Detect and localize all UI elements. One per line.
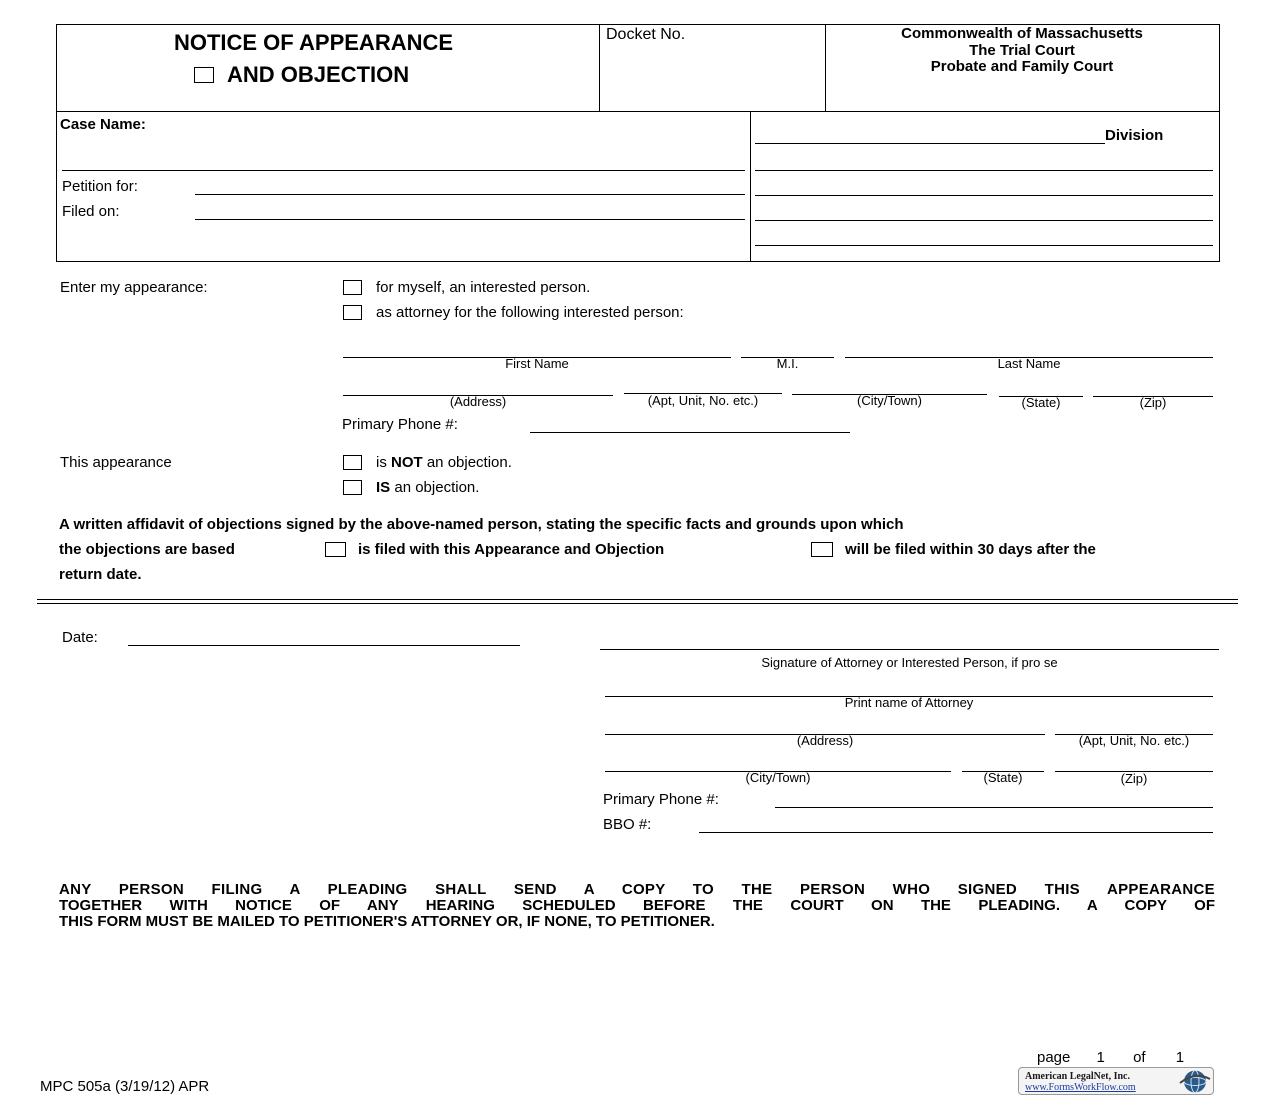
case-name-field[interactable] [62, 170, 745, 171]
division-line-4[interactable] [755, 220, 1213, 221]
notice-line-2: TOGETHER WITH NOTICE OF ANY HEARING SCHEDULED BEFORE THE COURT ON THE PLEADING. A COPY OF [59, 897, 1215, 914]
not-objection-post: an objection. [422, 454, 512, 471]
globe-icon [1177, 1069, 1211, 1094]
case-name-label: Case Name: [60, 116, 146, 133]
division-line-2[interactable] [755, 170, 1213, 171]
page-total: 1 [1175, 1049, 1185, 1066]
mi-caption: M.I. [776, 356, 799, 371]
not-objection-checkbox[interactable] [343, 455, 362, 470]
myself-label: for myself, an interested person. [376, 279, 591, 296]
is-objection-checkbox[interactable] [343, 480, 362, 495]
enter-appearance-label: Enter my appearance: [60, 279, 208, 296]
attorney-label: as attorney for the following interested person: [376, 304, 684, 321]
affidavit-line-2c: will be filed within 30 days after the [845, 541, 1096, 558]
legalnet-logo [1018, 1067, 1214, 1095]
sig-phone-label: Primary Phone #: [603, 791, 719, 808]
form-subtitle: AND OBJECTION [227, 62, 410, 87]
this-appearance-label: This appearance [60, 454, 172, 471]
section-divider [37, 599, 1238, 604]
signature-caption: Signature of Attorney or Interested Person, if pro se [761, 655, 1058, 670]
of-word: of [1133, 1049, 1146, 1066]
affidavit-line-3: return date. [59, 566, 142, 583]
is-objection-post: an objection. [390, 479, 480, 496]
print-name-caption: Print name of Attorney [844, 695, 974, 710]
bbo-field[interactable] [699, 832, 1213, 833]
phone-label: Primary Phone #: [342, 416, 458, 433]
form-id: MPC 505a (3/19/12) APR [40, 1078, 210, 1095]
sig-address-caption: (Address) [796, 733, 854, 748]
page-indicator [1037, 1049, 1184, 1066]
city-caption: (City/Town) [856, 393, 922, 408]
not-objection-label [376, 454, 512, 471]
court-line-3: Probate and Family Court [930, 58, 1114, 75]
affidavit-line-2a: the objections are based [59, 541, 235, 558]
page-word: page [1037, 1049, 1071, 1066]
date-field[interactable] [128, 645, 520, 646]
signature-field[interactable] [600, 649, 1219, 650]
date-label: Date: [62, 629, 98, 646]
state-caption: (State) [1021, 395, 1061, 410]
affidavit-filed-checkbox[interactable] [325, 542, 346, 557]
is-objection-bold: IS [376, 479, 391, 496]
notice-line-1: ANY PERSON FILING A PLEADING SHALL SEND A COPY TO THE PERSON WHO SIGNED THIS APPEARANCE [59, 881, 1215, 898]
division-line-3[interactable] [755, 195, 1213, 196]
last-name-caption: Last Name [997, 356, 1061, 371]
header-vdivider-1 [599, 24, 600, 112]
case-vdivider [750, 111, 751, 262]
notice-line-3: THIS FORM MUST BE MAILED TO PETITIONER'S ATTORNEY OR, IF NONE, TO PETITIONER. [59, 913, 715, 930]
header-divider [56, 111, 1220, 112]
sig-zip-caption: (Zip) [1120, 771, 1148, 786]
zip-caption: (Zip) [1139, 395, 1167, 410]
attorney-checkbox[interactable] [343, 305, 362, 320]
affidavit-line-1: A written affidavit of objections signed by the above-named person, stating the specific facts and grounds upon which [59, 516, 904, 533]
page-number: 1 [1096, 1049, 1105, 1066]
address-caption: (Address) [449, 394, 507, 409]
logo-url: www.FormsWorkFlow.com [1025, 1082, 1136, 1093]
objection-title-checkbox[interactable] [194, 67, 214, 83]
filed-on-label: Filed on: [62, 203, 120, 220]
court-line-2: The Trial Court [969, 42, 1075, 59]
petition-label: Petition for: [62, 178, 138, 195]
is-objection-label [376, 479, 479, 496]
affidavit-line-2b: is filed with this Appearance and Objection [358, 541, 665, 558]
docket-label: Docket No. [606, 26, 686, 43]
myself-checkbox[interactable] [343, 280, 362, 295]
first-name-caption: First Name [505, 356, 569, 371]
form-title: NOTICE OF APPEARANCE [173, 30, 454, 55]
phone-field[interactable] [530, 432, 850, 433]
not-objection-bold: NOT [391, 454, 423, 471]
court-line-1: Commonwealth of Massachusetts [901, 25, 1143, 42]
petition-field[interactable] [195, 194, 745, 195]
filed-on-field[interactable] [195, 219, 745, 220]
not-objection-pre: is [376, 454, 391, 471]
sig-phone-field[interactable] [775, 807, 1213, 808]
division-label: Division [1105, 127, 1164, 144]
sig-state-caption: (State) [983, 770, 1023, 785]
logo-name: American LegalNet, Inc. [1025, 1071, 1130, 1082]
sig-apt-caption: (Apt, Unit, No. etc.) [1078, 733, 1190, 748]
apt-caption: (Apt, Unit, No. etc.) [647, 393, 759, 408]
bbo-label: BBO #: [603, 816, 652, 833]
division-line-5[interactable] [755, 245, 1213, 246]
sig-city-caption: (City/Town) [745, 770, 811, 785]
division-field[interactable] [755, 143, 1105, 144]
affidavit-later-checkbox[interactable] [811, 542, 833, 557]
